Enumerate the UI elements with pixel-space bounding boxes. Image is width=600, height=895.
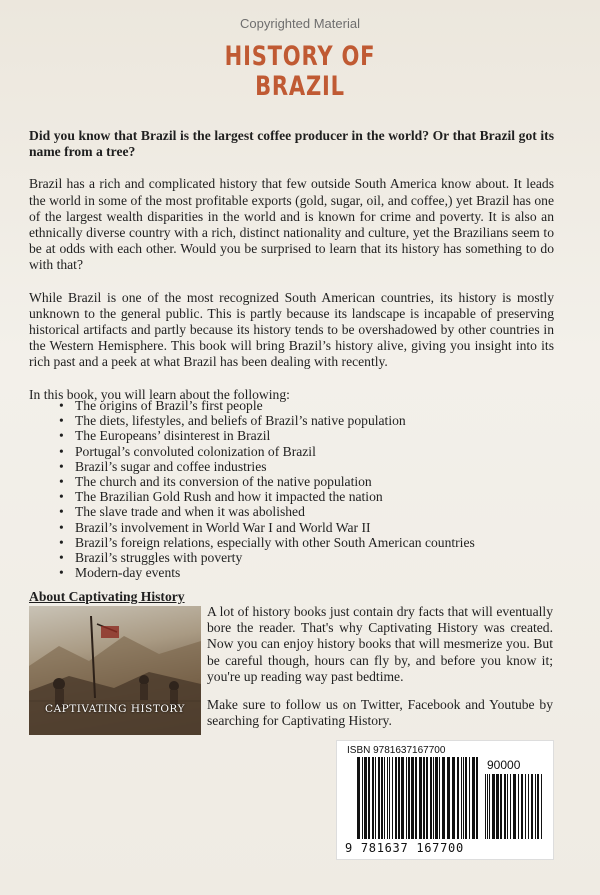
paragraph-1: Brazil has a rich and complicated history that few outside South America know about. It leads the world in some of the most profitable exports (gold, sugar, oil, and coffee,) yet Brazil has one of the largest wealth disparities in the world and is known for crime and poverty. It is also an ethnically diverse country with a rich, distinct nationality and culture, yet the Brazilians seem to be at odds with each other. Would you be surprised to learn that its history has something to do with that? xyxy=(29,176,554,273)
topics-list xyxy=(59,398,539,580)
about-paragraph-1: A lot of history books just contain dry facts that will eventually bore the reader. That's why Captivating History was created. Now you can enjoy history books that will mesmerize you. But be careful though, hours can fly by, and before you know it; you're up reading way past bedtime. xyxy=(207,604,553,684)
barcode-bar xyxy=(364,757,367,839)
barcode-bar xyxy=(472,757,475,839)
barcode-bar xyxy=(518,774,519,839)
isbn-label: ISBN 9781637167700 xyxy=(347,745,446,756)
barcode-bar xyxy=(398,757,400,839)
barcode-bar xyxy=(392,757,393,839)
list-item: • The diets, lifestyles, and beliefs of Brazil’s native population xyxy=(59,413,539,428)
barcode-bar xyxy=(406,757,407,839)
battle-scene-illustration xyxy=(29,606,201,735)
barcode-bar xyxy=(387,757,388,839)
about-paragraph-2: Make sure to follow us on Twitter, Facebook and Youtube by searching for Captivating History. xyxy=(207,697,553,729)
barcode-bar xyxy=(381,757,383,839)
barcode-bar xyxy=(439,757,440,839)
list-item: • The church and its conversion of the native population xyxy=(59,474,539,489)
barcode-bar xyxy=(384,757,385,839)
barcode-bar xyxy=(525,774,526,839)
barcode-bar xyxy=(357,757,360,839)
blurb xyxy=(29,128,554,419)
barcode-bar xyxy=(368,757,370,839)
barcode-bar xyxy=(378,757,380,839)
list-item: • The Europeans’ disinterest in Brazil xyxy=(59,428,539,443)
barcode-bar xyxy=(531,774,533,839)
barcode-bar xyxy=(504,774,506,839)
barcode-bar xyxy=(447,757,450,839)
copyright-notice: Copyrighted Material xyxy=(240,16,360,31)
barcode-bar xyxy=(408,757,410,839)
publisher-logo: CAPTIVATING HISTORY xyxy=(45,703,185,715)
list-item: • Brazil’s foreign relations, especially with other South American countries xyxy=(59,535,539,550)
about-text xyxy=(207,604,553,741)
barcode-bar xyxy=(457,757,459,839)
barcode-bar xyxy=(485,774,486,839)
list-item: • The slave trade and when it was abolished xyxy=(59,504,539,519)
barcode-bar xyxy=(435,757,438,839)
barcode-bar xyxy=(492,774,495,839)
barcode-box xyxy=(336,740,554,860)
barcode-bar xyxy=(426,757,428,839)
barcode-digits: 9 781637 167700 xyxy=(345,841,464,855)
barcode-bar xyxy=(433,757,434,839)
barcode-bar xyxy=(430,757,432,839)
barcode-bar xyxy=(507,774,508,839)
barcode-bar xyxy=(521,774,523,839)
paragraph-3: In this book, you will learn about the following: xyxy=(29,386,290,402)
barcode-bar xyxy=(463,757,464,839)
price-code: 90000 xyxy=(487,758,521,772)
list-item: • The origins of Brazil’s first people xyxy=(59,398,539,413)
list-item: • Brazil’s sugar and coffee industries xyxy=(59,459,539,474)
barcode-bar xyxy=(419,757,422,839)
barcode-bar xyxy=(528,774,529,839)
list-item: • Brazil’s struggles with poverty xyxy=(59,550,539,565)
barcode-bar xyxy=(489,774,490,839)
list-item: • The Brazilian Gold Rush and how it impacted the nation xyxy=(59,489,539,504)
barcode-bar xyxy=(411,757,414,839)
about-heading: About Captivating History xyxy=(29,589,185,604)
barcode-bar xyxy=(537,774,539,839)
lead-paragraph: Did you know that Brazil is the largest coffee producer in the world? Or that Brazil got its name from a tree? xyxy=(29,128,554,160)
barcode-bar xyxy=(415,757,417,839)
barcode-bar xyxy=(452,757,455,839)
list-item: • Modern-day events xyxy=(59,565,539,580)
barcode-bar xyxy=(465,757,467,839)
barcode-bar xyxy=(375,757,376,839)
list-item: • Portugal’s convoluted colonization of Brazil xyxy=(59,444,539,459)
publisher-image xyxy=(29,606,201,735)
barcode-bar xyxy=(401,757,404,839)
barcode-bar xyxy=(395,757,397,839)
title-line-2: BRAZIL xyxy=(255,71,345,102)
barcode-bar xyxy=(535,774,536,839)
barcode-bar xyxy=(442,757,445,839)
barcode-bar xyxy=(362,757,363,839)
book-title xyxy=(0,42,600,102)
barcode-bar xyxy=(500,774,502,839)
title-line-1: HISTORY OF xyxy=(224,41,376,72)
barcode-bar xyxy=(496,774,499,839)
barcode-bar xyxy=(513,774,516,839)
paragraph-2: While Brazil is one of the most recognized South American countries, its history is mostly unknown to the general public. This is partly because its landscape is incapable of preserving historical artifacts and partly because its history tends to be overshadowed by other countries in the Western Hemisphere. This book will bring Brazil’s history alive, giving you insight into its rich past and a peek at what Brazil has been dealing with recently. xyxy=(29,289,554,370)
barcode-bar xyxy=(476,757,478,839)
barcode-bar xyxy=(469,757,470,839)
barcode-bar xyxy=(510,774,511,839)
list-item: • Brazil’s involvement in World War I and World War II xyxy=(59,520,539,535)
barcode-bar xyxy=(461,757,462,839)
barcode-bar xyxy=(487,774,488,839)
barcode-bar xyxy=(372,757,374,839)
barcode-bar xyxy=(541,774,542,839)
barcode-bar xyxy=(389,757,390,839)
barcode-bar xyxy=(423,757,425,839)
